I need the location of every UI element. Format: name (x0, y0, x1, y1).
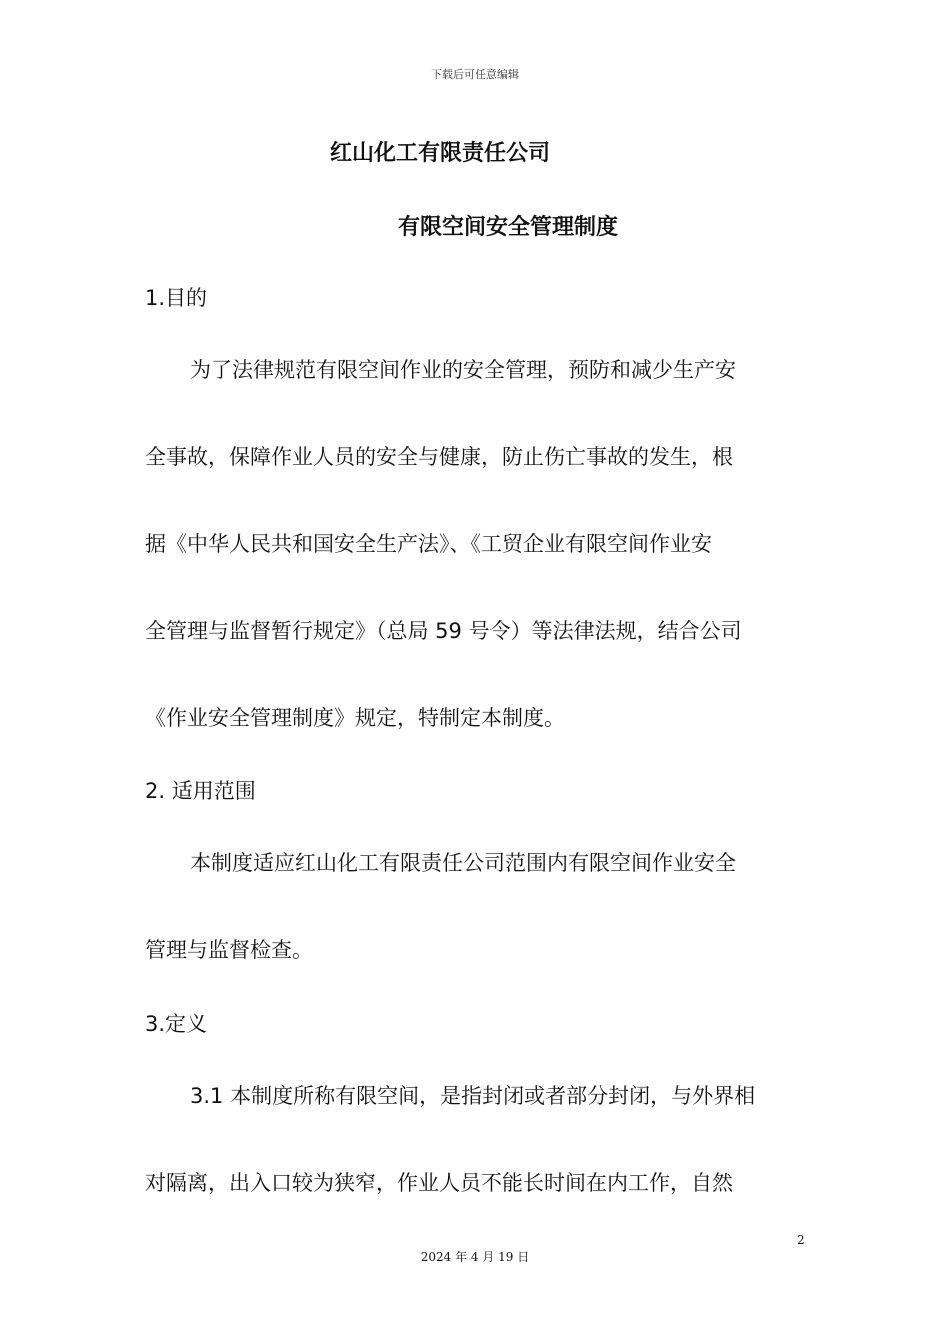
paragraph-line: 据《中华人民共和国安全生产法》、《工贸企业有限空间作业安 (145, 532, 712, 556)
footer-date: 2024 年 4 月 19 日 (420, 1250, 530, 1264)
paragraph-line: 3.1 本制度所称有限空间，是指封闭或者部分封闭，与外界相 (190, 1084, 756, 1108)
page-number: 2 (797, 1233, 805, 1247)
section-heading-scope: 2. 适用范围 (145, 779, 256, 803)
paragraph-line: 对隔离，出入口较为狭窄，作业人员不能长时间在内工作，自然 (145, 1171, 733, 1195)
paragraph-line: 管理与监督检查。 (145, 938, 313, 962)
company-title: 红山化工有限责任公司 (330, 141, 551, 166)
paragraph-line: 全管理与监督暂行规定》（总局 59 号令）等法律法规，结合公司 (145, 619, 742, 643)
paragraph-line: 全事故，保障作业人员的安全与健康，防止伤亡事故的发生，根 (145, 445, 733, 469)
section-heading-definition: 3.定义 (145, 1012, 208, 1036)
header-note: 下载后可任意编辑 (431, 68, 519, 81)
paragraph-line: 《作业安全管理制度》规定，特制定本制度。 (145, 706, 565, 730)
document-title: 有限空间安全管理制度 (398, 215, 619, 240)
paragraph-line: 为了法律规范有限空间作业的安全管理，预防和减少生产安 (190, 358, 736, 382)
paragraph-line: 本制度适应红山化工有限责任公司范围内有限空间作业安全 (190, 851, 736, 875)
section-heading-purpose: 1.目的 (145, 286, 208, 310)
